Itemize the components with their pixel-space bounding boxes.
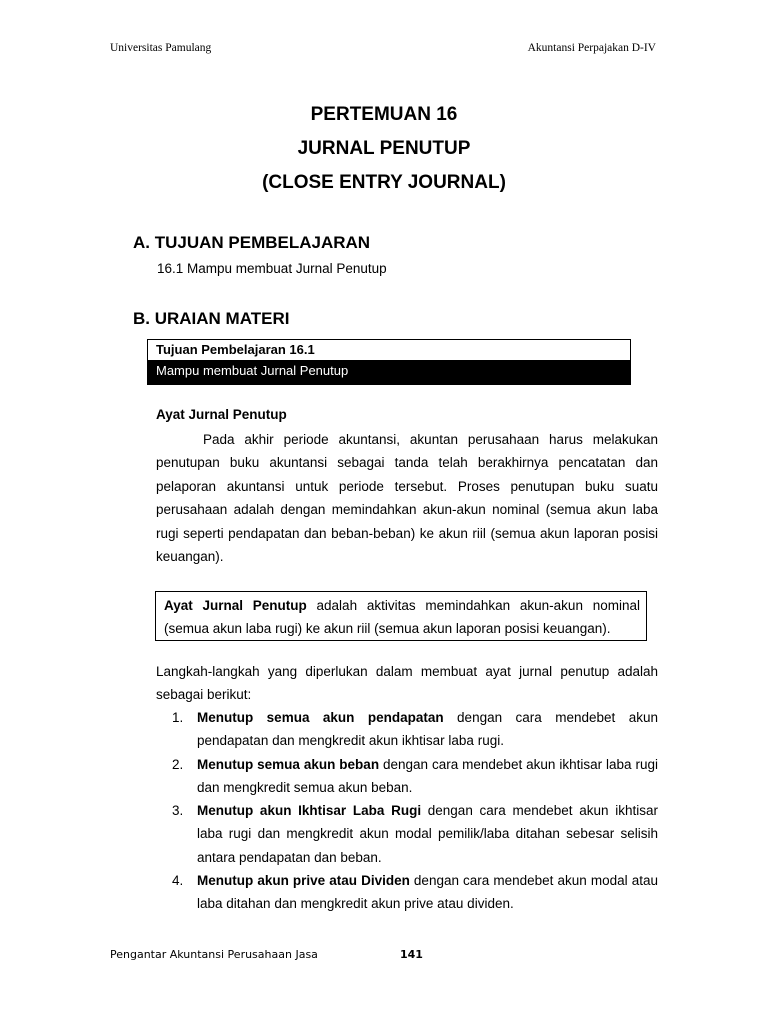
objective-box-text: Mampu membuat Jurnal Penutup: [148, 360, 630, 384]
section-a-heading: A. TUJUAN PEMBELAJARAN: [133, 233, 371, 252]
subheading: Ayat Jurnal Penutup: [156, 407, 287, 422]
list-item: 3. Menutup akun Ikhtisar Laba Rugi dengan cara mendebet akun ikhtisar laba rugi dan mengkredit akun modal pemilik/laba ditahan sebesar selisih antara pendapatan dan beban.: [172, 803, 658, 865]
page-number: 141: [400, 948, 423, 961]
header-left: Universitas Pamulang: [110, 42, 212, 54]
definition-text: adalah aktivitas memindahkan akun-akun nominal (semua akun laba rugi) ke akun riil (semua akun laporan posisi keuangan).: [164, 598, 640, 636]
definition-term: Ayat Jurnal Penutup: [164, 598, 307, 613]
objective-box: [147, 339, 631, 385]
list-item: 2. Menutup semua akun beban dengan cara mendebet akun ikhtisar laba rugi dan mengkredit semua akun beban.: [172, 756, 658, 795]
objective-box-label: Tujuan Pembelajaran 16.1: [156, 342, 315, 357]
learning-objective: 16.1 Mampu membuat Jurnal Penutup: [157, 261, 387, 276]
list-item: 1. Menutup semua akun pendapatan dengan cara mendebet akun pendapatan dan mengkredit akun ikhtisar laba rugi.: [172, 710, 659, 749]
header-right: Akuntansi Perpajakan D-IV: [527, 42, 656, 54]
steps-list: [172, 706, 658, 916]
paragraph-intro: Pada akhir periode akuntansi, akuntan perusahaan harus melakukan penutupan buku akuntansi sebagai tanda telah berakhirnya pencatatan dan pelaporan akuntansi untuk periode tersebut. Proses penutupan buku suatu perusahaan adalah dengan memindahkan akun-akun nominal (semua akun laba rugi seperti pendapatan dan beban-beban) ke akun riil (semua akun laporan posisi keuangan).: [156, 432, 658, 565]
list-item: 4. Menutup akun prive atau Dividen dengan cara mendebet akun modal atau laba ditahan dan mengkredit akun prive atau dividen.: [172, 873, 658, 912]
section-b-heading: B. URAIAN MATERI: [133, 309, 290, 328]
page-title-line2: JURNAL PENUTUP: [297, 138, 471, 159]
definition-box: [155, 591, 647, 641]
page-title-line3: (CLOSE ENTRY JOURNAL): [262, 172, 506, 193]
footer-left: Pengantar Akuntansi Perusahaan Jasa: [110, 948, 318, 961]
page-title-line1: PERTEMUAN 16: [310, 104, 458, 125]
paragraph-steps-intro: Langkah-langkah yang diperlukan dalam membuat ayat jurnal penutup adalah sebagai berikut:: [156, 664, 658, 703]
